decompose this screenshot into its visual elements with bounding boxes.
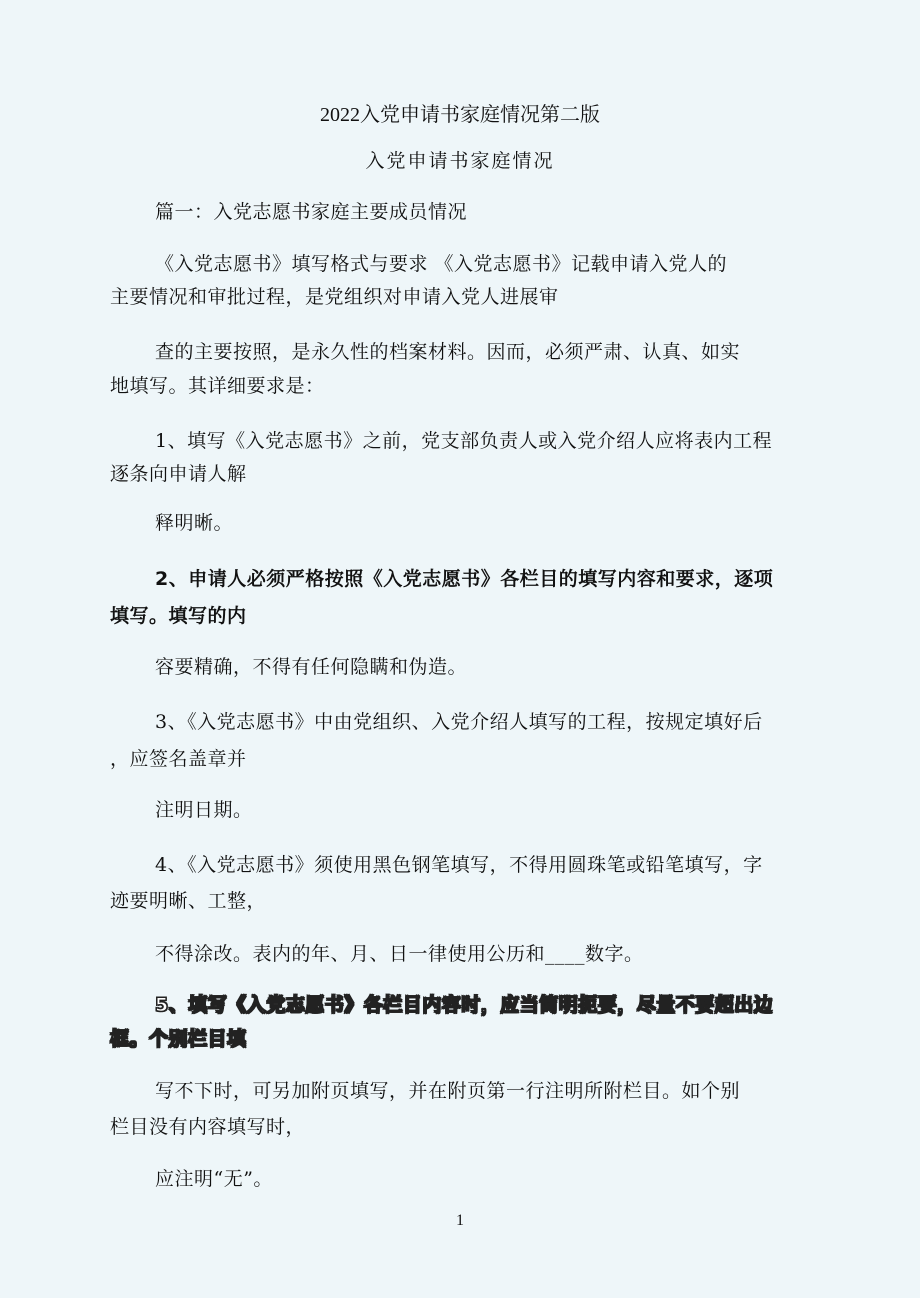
- paragraph-line: 注明日期。: [155, 799, 253, 821]
- paragraph-line: 主要情况和审批过程，是党组织对申请入党人进展审: [110, 286, 559, 308]
- paragraph-line: 逐条向申请人解: [110, 463, 247, 485]
- paragraph-line: 写不下时，可另加附页填写，并在附页第一行注明所附栏目。如个别: [155, 1080, 741, 1102]
- paragraph-line: 查的主要按照，是永久性的档案材料。因而，必须严肃、认真、如实: [155, 341, 741, 363]
- paragraph-line: 3、《入党志愿书》中由党组织、入党介绍人填写的工程，按规定填好后: [155, 711, 763, 733]
- paragraph-line-outlined: 5、填写《入党志愿书》各栏目内容时，应当简明扼要，尽量不要超出边: [155, 994, 774, 1016]
- document-subtitle: 入党申请书家庭情况: [365, 150, 555, 172]
- page-number: 1: [456, 1212, 464, 1229]
- paragraph-line-bold: 2、申请人必须严格按照《入党志愿书》各栏目的填写内容和要求，逐项: [155, 568, 774, 590]
- paragraph-line: 不得涂改。表内的年、月、日一律使用公历和____数字。: [155, 943, 644, 965]
- paragraph-line: 迹要明晰、工整，: [110, 890, 267, 912]
- paragraph-line-outlined: 框。个别栏目填: [110, 1028, 247, 1050]
- paragraph-line-bold: 填写。填写的内: [110, 605, 247, 627]
- paragraph-line: 地填写。其详细要求是：: [110, 375, 325, 397]
- paragraph-line: 应注明“无”。: [155, 1168, 273, 1190]
- paragraph-line: 4、《入党志愿书》须使用黑色钢笔填写，不得用圆珠笔或铅笔填写，字: [155, 854, 763, 876]
- paragraph-line: 1、填写《入党志愿书》之前，党支部负责人或入党介绍人应将表内工程: [155, 430, 773, 452]
- document-title: 2022入党申请书家庭情况第二版: [320, 104, 600, 126]
- paragraph-line: 栏目没有内容填写时，: [110, 1116, 306, 1138]
- paragraph-line: 《入党志愿书》填写格式与要求 《入党志愿书》记载申请入党人的: [155, 253, 728, 275]
- paragraph-line: 容要精确，不得有任何隐瞒和伪造。: [155, 656, 468, 678]
- paragraph-line: 释明晰。: [155, 512, 234, 534]
- paragraph-line: 篇一：入党志愿书家庭主要成员情况: [155, 201, 468, 223]
- paragraph-line: ，应签名盖章并: [110, 748, 247, 770]
